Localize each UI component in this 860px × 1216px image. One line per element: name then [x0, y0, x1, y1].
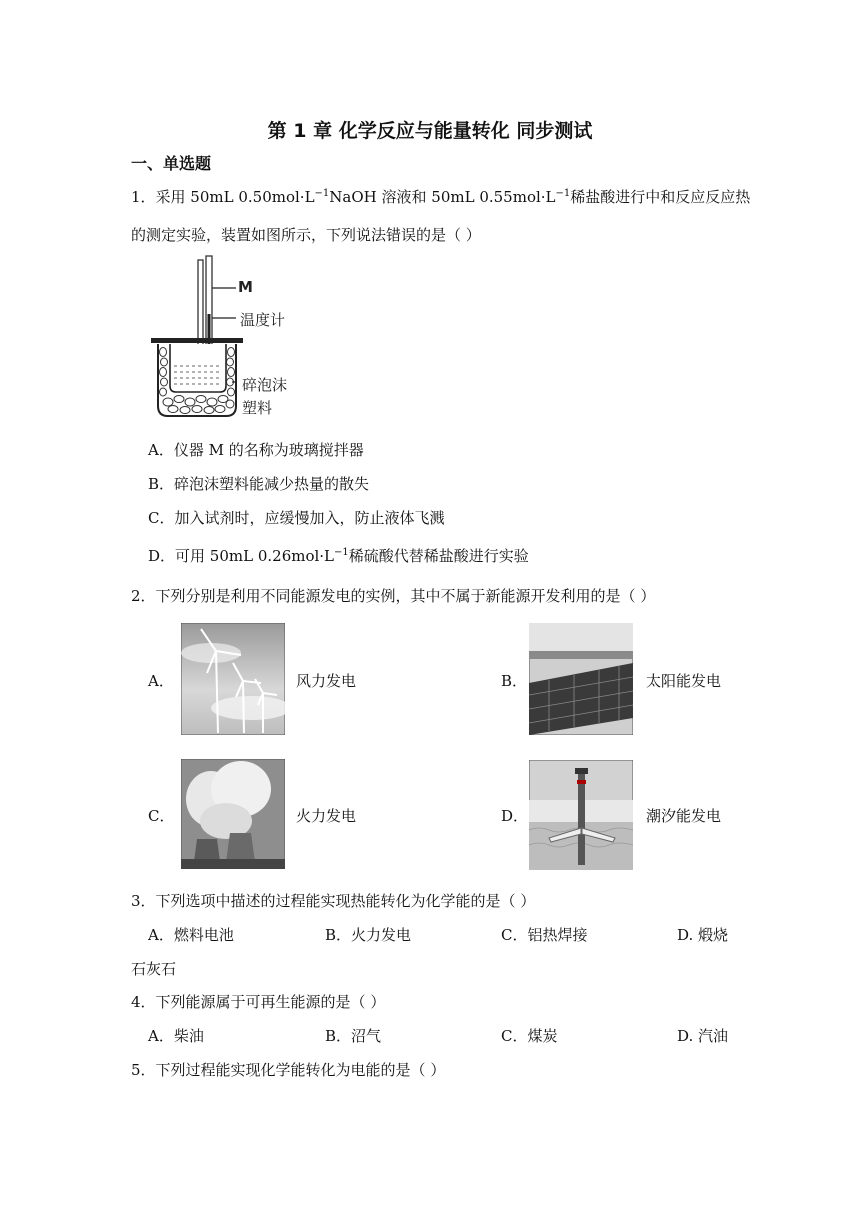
wind-power-image [181, 623, 285, 735]
q1-option-c: C．加入试剂时，应缓慢加入，防止液体飞溅 [148, 509, 445, 527]
q5-stem: 5．下列过程能实现化学能转化为电能的是（ ） [131, 1061, 446, 1079]
q3-option-d: D. 煅烧 [677, 926, 729, 944]
q2-option-d-letter: D． [501, 807, 529, 825]
calorimeter-figure [148, 254, 318, 422]
q1-sup2: −1 [555, 188, 571, 199]
section-heading: 一、单选题 [131, 154, 212, 173]
lid [151, 338, 243, 343]
q3-option-a: A．燃料电池 [148, 926, 234, 944]
q2-option-d-text: 潮汐能发电 [646, 807, 722, 825]
label-thermometer: 温度计 [240, 311, 286, 329]
q2-option-a-letter: A． [148, 672, 174, 690]
q1-d-conc: 0.26mol·L [257, 547, 335, 565]
q1-text-a: 1．采用 50mL [131, 188, 239, 206]
tidal-power-image [529, 760, 633, 870]
q4-stem: 4．下列能源属于可再生能源的是（ ） [131, 993, 386, 1011]
label-foam-2: 塑料 [242, 399, 273, 417]
q3-option-d-cont: 石灰石 [131, 960, 177, 978]
q1-stem-line1 [131, 186, 750, 207]
q1-option-d [148, 545, 529, 566]
q2-option-c-text: 火力发电 [296, 807, 357, 825]
label-m: M [238, 278, 253, 296]
page-title: 第 1 章 化学反应与能量转化 同步测试 [267, 120, 593, 142]
q3-option-c: C．铝热焊接 [501, 926, 588, 944]
thermal-power-image [181, 759, 285, 869]
q4-option-c: C．煤炭 [501, 1027, 558, 1045]
q1-sup1: −1 [314, 188, 330, 199]
q2-option-a-text: 风力发电 [296, 672, 357, 690]
q1-conc1: 0.50mol·L [238, 188, 315, 206]
q2-option-c-letter: C． [148, 807, 175, 825]
q2-option-b-text: 太阳能发电 [646, 672, 722, 690]
q1-option-a: A．仪器 M 的名称为玻璃搅拌器 [148, 441, 364, 459]
q1-d-text-a: D．可用 50mL [148, 547, 258, 565]
label-foam-1: 碎泡沫 [242, 376, 288, 394]
solar-power-image [529, 623, 633, 735]
q4-option-a: A．柴油 [148, 1027, 204, 1045]
q1-conc2: 0.55mol·L [479, 188, 556, 206]
q1-text-c: NaOH 溶液和 50mL [329, 188, 480, 206]
q1-d-sup: −1 [334, 547, 349, 558]
q1-text-e: 稀盐酸进行中和反应反应热 [570, 188, 751, 206]
q1-d-text-c: 稀硫酸代替稀盐酸进行实验 [348, 547, 529, 565]
q4-option-b: B．沼气 [325, 1027, 382, 1045]
q2-option-b-letter: B． [501, 672, 528, 690]
q1-option-b: B．碎泡沫塑料能减少热量的散失 [148, 475, 370, 493]
q2-stem: 2．下列分别是利用不同能源发电的实例，其中不属于新能源开发利用的是（ ） [131, 587, 656, 605]
q1-stem-line2: 的测定实验，装置如图所示，下列说法错误的是（ ） [131, 226, 481, 244]
q4-option-d: D. 汽油 [677, 1027, 729, 1045]
q3-option-b: B．火力发电 [325, 926, 412, 944]
q3-stem: 3．下列选项中描述的过程能实现热能转化为化学能的是（ ） [131, 892, 536, 910]
inner-beaker [170, 344, 226, 392]
